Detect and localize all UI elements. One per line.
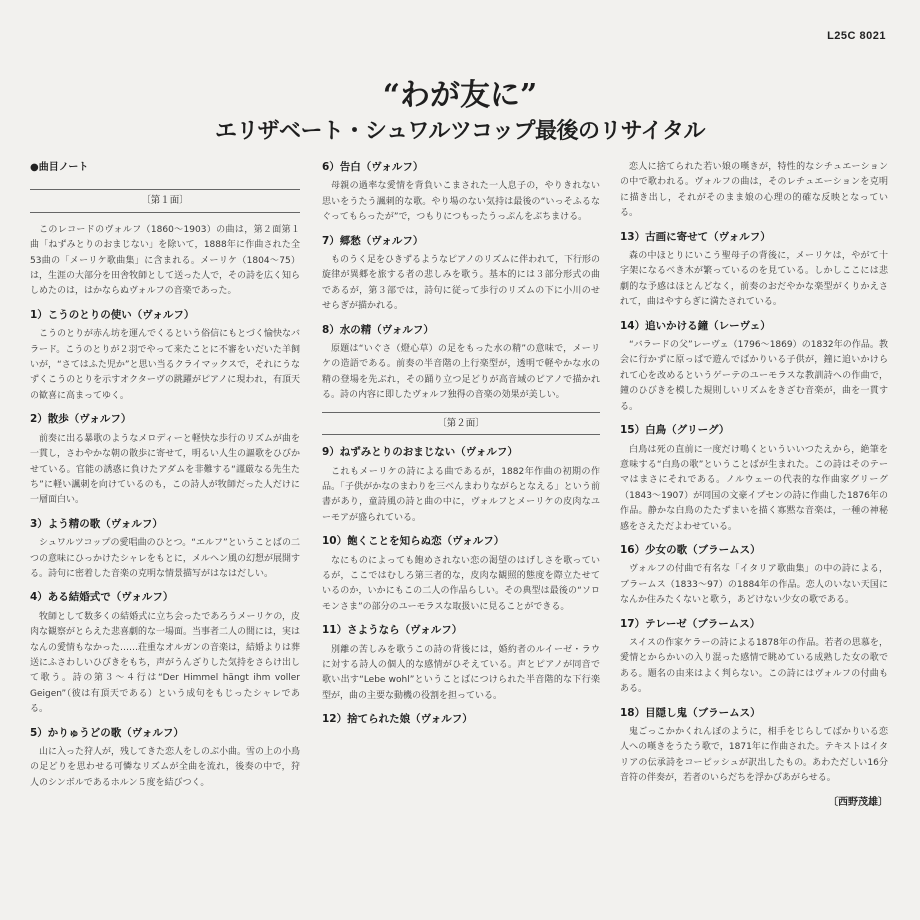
song-entry: [322, 160, 600, 226]
song-entry: [322, 445, 600, 526]
song-title: 6）告白（ヴォルフ）: [322, 161, 424, 173]
song-entry: [30, 412, 300, 508]
side-2-header: 〔第２面〕: [322, 412, 600, 435]
song-title: 10）飽くことを知らぬ恋（ヴォルフ）: [322, 535, 505, 548]
notes-label: ●曲目ノート: [30, 162, 89, 173]
song-text: シュワルツコップの愛唱曲のひとつ。“エルフ”ということばの二つの意味にひっかけたシャレをもとに，メルヘン風の幻想が展開する。詩句に密着した音楽の克明な情景描写がはなはだしい。: [30, 538, 300, 579]
column-3: [620, 160, 888, 810]
intro-text: このレコードのヴォルフ（1860～1903）の曲は，第２面第１曲「ねずみとりのおまじない」を除いて，1888年に作曲された全53曲の「メーリケ歌曲集」に含まれる。メーリケ（1804～75）は，生涯の大部分を田舎牧師として送った人で，その詩を広く知らしめたのは，はかならぬヴォルフの音楽であった。: [30, 224, 300, 297]
song-title: 17）テレーゼ（ブラームス）: [620, 617, 761, 630]
author-signature: 〔西野茂雄〕: [828, 796, 888, 808]
song-entry: [322, 623, 600, 704]
song-text: 鬼ごっこかかくれんぼのように，相手をじらしてばかりいる恋人への嘆きをうたう歌で，1871年に作曲された。テキストはイタリアの伝承詩をコーピッシュが訳出したもの。あわただしい16分音符の伴奏が，若者のいらだちを浮かびあがらせる。: [620, 727, 888, 784]
song-text: スイスの作家ケラーの詩による1878年の作品。若者の思慕を，愛情とからかいの入り混った感情で眺めている成熟した女の歌である。題名の由来はよく判らない。この詩にはヴォルフの付曲もある。: [620, 637, 888, 695]
song-text: 恋人に捨てられた若い娘の嘆きが，特性的なシチュエーションの中で歌われる。ヴォルフの曲は，そのレチュエーションを克明に描き出し，それがそのまま娘の心理の的確な反映となっている。: [620, 162, 888, 219]
song-text: “バラードの父”レーヴェ（1796～1869）の1832年の作品。教会に行かずに原っぱで遊んでばかりいる子供が，鐘に追いかけられて心を改めるというゲーテのユーモラスな教訓詩への作曲で，鐘のひびきを模した規則しいリズムをきざむ音楽が，曲を一貫する。: [620, 340, 888, 412]
song-title: 4）ある結婚式で（ヴォルフ）: [30, 591, 174, 604]
column-2: [322, 160, 600, 736]
song-entry: [30, 308, 300, 404]
intro-section: [30, 223, 300, 300]
song-entry: [322, 712, 600, 727]
song-title: 13）古画に寄せて（ヴォルフ）: [620, 230, 771, 243]
song-text: これもメーリケの詩による曲であるが，1882年作曲の初期の作品。「子供がかなのまわりを三べんまわりながらとなえる」という前書があり，童詩風の詩と曲の中に，ヴォルフとメーリケの皮肉なユーモアが盛られている。: [322, 466, 600, 523]
song-title: 18）目隠し鬼（ブラームス）: [620, 706, 761, 719]
song-title: 1）こうのとりの使い（ヴォルフ）: [30, 308, 195, 321]
song-entry: [620, 319, 888, 415]
song-entry: [322, 534, 600, 615]
column-1: [30, 160, 300, 799]
song-entry: [620, 706, 888, 787]
song-entry: [322, 234, 600, 315]
song-text: なにものによっても飽めされない恋の渇望のはげしさを歌っているが，ここではむしろ第三者的な，皮肉な観照的態度を際立たせているのか，いかにもこの二人の作品らしい。その典型は最後の“ソロモンさま”の部分のユーモラスな取扱いに見ることができる。: [322, 555, 600, 612]
song-entry: [620, 230, 888, 311]
song-text: 森の中ほとりにいこう聖母子の背後に，メーリケは，やがて十字架になるべき木が繁っているのを見ている。しかしここには悲劇的な予感はほとんどなく，前奏のおだやかな楽型がくりかえされて，曲はやすらぎに満たされている。: [620, 251, 888, 308]
song-entry: [30, 590, 300, 717]
song-text: ものうく足をひきずるようなピアノのリズムに伴われて，下行形の旋律が異郷を旅する者の悲しみを歌う。基本的には３部分形式の曲であるが，第３部では，詩句に従って歩行のリズムの下に小川のせせらぎが描かれる。: [322, 255, 600, 312]
song-title: 8）水の精（ヴォルフ）: [322, 323, 434, 336]
song-title: 2）散歩（ヴォルフ）: [30, 413, 132, 426]
song-title: 15）白鳥（グリーグ）: [620, 424, 730, 437]
song-entry: [620, 617, 888, 698]
song-title: 5）かりゅうどの歌（ヴォルフ）: [30, 726, 184, 739]
song-text: 別離の苦しみを歌うこの詩の背後には，婚約者のルイーゼ・ラウに対する詩人の個人的な感情がひそえている。声とピアノが同音で歌い出す“Lebe wohl”ということばにつけられた半音階的な下行楽型が，曲の主要な動機の役割を担っている。: [322, 644, 600, 701]
song-title: 3）よう精の歌（ヴォルフ）: [30, 517, 163, 530]
song-text: 母親の過率な愛情を背負いこまされた一人息子の，やりきれない思いをうたう諷刺的な歌。やり場のない気持は最後の“いっそふるなぐってもらったが”で，つもりにつもったうっぷんをぶちまける。: [322, 181, 600, 223]
song-entry: [620, 543, 888, 609]
album-subtitle: エリザベート・シュワルツコップ最後のリサイタル: [214, 118, 706, 144]
side-1-header: 〔第１面〕: [30, 189, 300, 212]
song-text: 前奏に出る暴歌のようなメロディーと軽快な歩行のリズムが曲を一貫し，さわやかな朝の散歩に寄せて，明るい人生の謳歌をひびかせている。官能の誘惑に負けたアダムを非難する“謹厳なる先生たち”に軽い諷刺を向けているのも，この詩人が牧師だった人だけに一層面白い。: [30, 433, 300, 506]
song-entry: [30, 517, 300, 583]
song-text: ヴォルフの付曲で有名な「イタリア歌曲集」の中の詩による，ブラームス（1833～97）の1884年の作品。恋人のいない天国になんか住みたくないと歌う，あどけない少女の歌である。: [620, 564, 888, 606]
song-title: 7）郷愁（ヴォルフ）: [322, 234, 424, 247]
song-entry: [620, 423, 888, 535]
song-title: 16）少女の歌（ブラームス）: [620, 543, 761, 556]
song-text: 原題は“いぐさ（燈心草）の足をもった水の精”の意味で，メーリケの造語である。前奏の半音階の上行楽型が，透明で軽やかな水の精の登場を先ぶれ，その踊り立つ足どりが高音域のピアノで描かれる。詩の内容に即したヴォルフ独得の音楽の効果が美しい。: [322, 344, 600, 401]
song-entry: [322, 323, 600, 404]
catalog-number: L25C 8021: [827, 30, 886, 42]
album-title: “わが友に”: [382, 78, 538, 113]
song-title: 9）ねずみとりのおまじない（ヴォルフ）: [322, 446, 518, 459]
song-entry: [30, 726, 300, 792]
song-text: 山に入った狩人が，残してきた恋人をしのぶ小曲。雪の上の小鳥の足どりを思わせる可憐なリズムが全曲を流れ，後奏の中で，狩人のシンボルであるホルン５度を結びつく。: [30, 747, 301, 788]
song-title: 14）追いかける鐘（レーヴェ）: [620, 319, 771, 332]
song-text: 牧師として数多くの結婚式に立ち会ったであろうメーリケの，皮肉な観察がとらえた悲喜劇的な一場面。当事者二人の間には，実はなんの愛情もなかった……荘重なオルガンの音楽は，結婚よりは葬送にふさわしいひびきをもち，声がうんざりした気持をさらけ出して歌う。詩の第３～４行は“Der Himmel hängt ihm voller Geigen”（彼は有頂天である）という成句をもじったシャレである。: [30, 611, 301, 715]
song-title: 12）捨てられた娘（ヴォルフ）: [322, 713, 473, 726]
song-title: 11）さようなら（ヴォルフ）: [322, 624, 463, 637]
song-entry-continued: [620, 160, 888, 222]
song-text: 白鳥は死の直前に一度だけ鳴くといういいつたえから，絶筆を意味する“白鳥の歌”ということばが生まれた。この詩はそのテーマはまさにそれである。ノルウェーの代表的な作曲家グリーグ（1843～1907）が同国の文豪イプセンの詩に作曲した1876年の作品。静かな白鳥のたたずまいを描く寡黙な音楽は，一種の神秘感をさえただよわせている。: [620, 444, 888, 532]
song-text: こうのとりが赤ん坊を運んでくるという俗信にもとづく愉快なバラード。こうのとりが２羽でやって来たことに不審をいだいた羊飼いが，“さてはふた児か”と思い当るクライマックスで，それにうなずくこうのとりを示すオクターヴの跳躍がピアノに現われ，有頂天の歓喜に高まってゆく。: [30, 329, 300, 401]
